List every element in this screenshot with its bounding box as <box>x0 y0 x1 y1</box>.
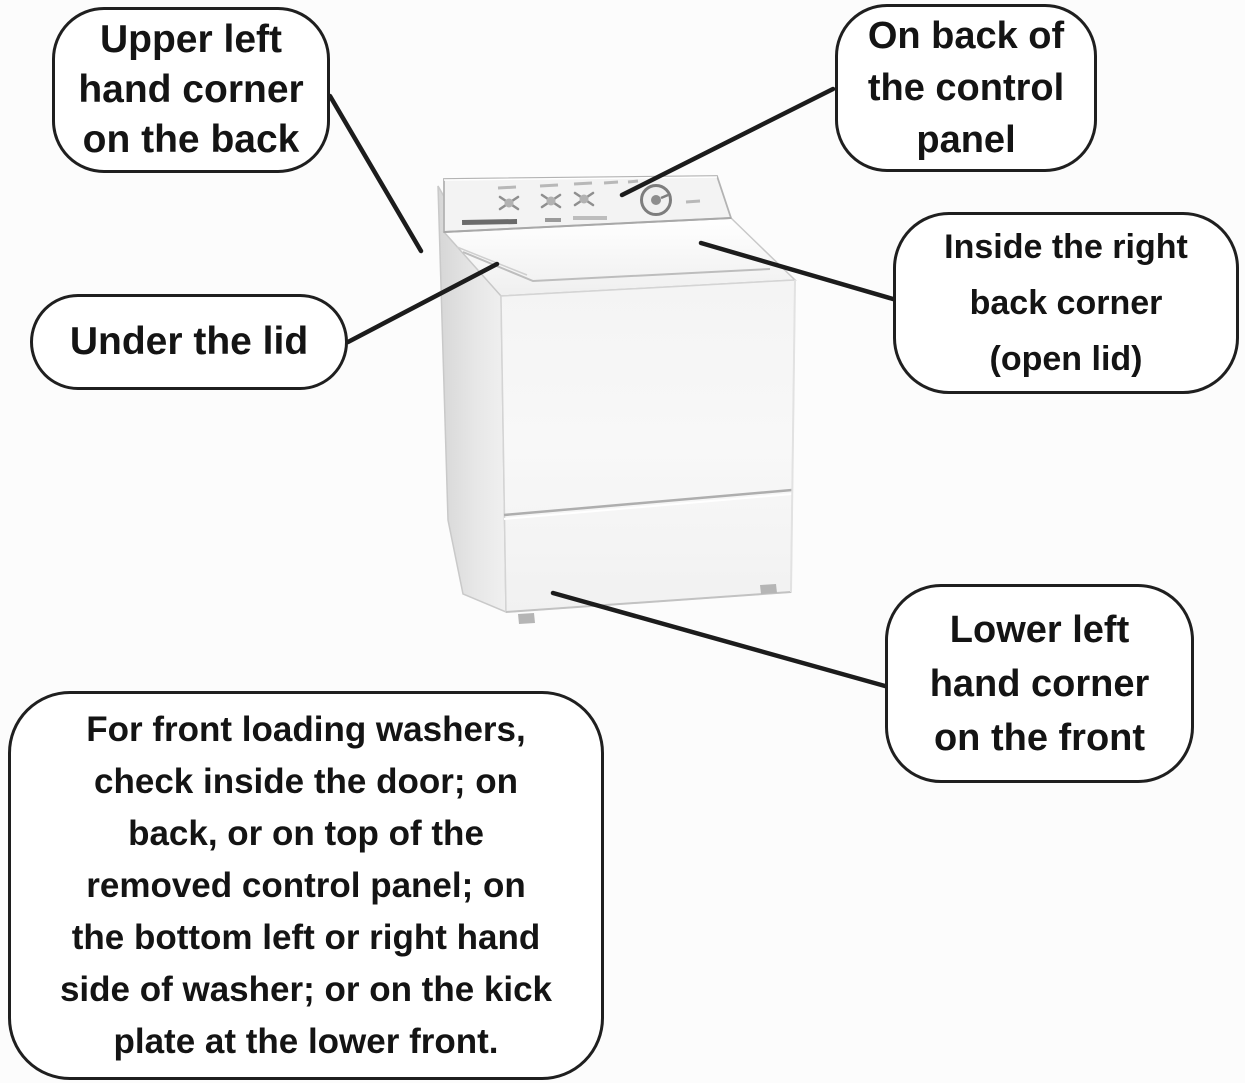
callout-right-back-corner <box>893 212 1239 394</box>
panel-small-label <box>545 218 561 222</box>
callout-line: back, or on top of the <box>128 813 484 853</box>
callout-line: (open lid) <box>989 340 1143 378</box>
callout-line: side of washer; or on the kick <box>59 969 553 1009</box>
washer-front-panel <box>501 280 795 612</box>
callout-line: Upper left <box>99 18 282 61</box>
callout-line: check inside the door; on <box>94 761 518 801</box>
callout-line: hand corner <box>929 662 1150 705</box>
connector-lower-front <box>553 593 885 686</box>
connector-control-panel-back <box>622 89 833 195</box>
callout-line: back corner <box>969 284 1163 322</box>
callout-line: removed control panel; on <box>86 865 526 905</box>
callout-line: Under the lid <box>69 320 309 363</box>
callout-line: the bottom left or right hand <box>71 917 541 957</box>
callout-upper-back <box>52 7 330 173</box>
callout-front-loading-note <box>8 691 604 1080</box>
washer-foot-right <box>760 584 777 594</box>
callout-line: the control <box>867 67 1065 109</box>
timer-dial-icon <box>642 186 671 215</box>
callout-line: Lower left <box>949 608 1130 651</box>
panel-small-label-2 <box>573 216 607 220</box>
callout-lower-front <box>885 584 1194 783</box>
callout-line: plate at the lower front. <box>113 1021 499 1061</box>
callout-line: On back of <box>867 15 1065 57</box>
connector-upper-back <box>330 96 421 251</box>
callout-control-panel-back <box>835 4 1097 172</box>
callout-line: on the front <box>933 716 1146 759</box>
callout-line: Inside the right <box>944 228 1188 266</box>
callout-line: For front loading washers, <box>86 709 526 749</box>
panel-brand-bar <box>462 219 517 225</box>
callout-line: hand corner <box>78 68 304 111</box>
washer-foot-left <box>518 613 535 624</box>
callout-line: panel <box>916 119 1016 161</box>
callout-under-lid <box>30 294 348 390</box>
callout-line: on the back <box>82 118 300 161</box>
